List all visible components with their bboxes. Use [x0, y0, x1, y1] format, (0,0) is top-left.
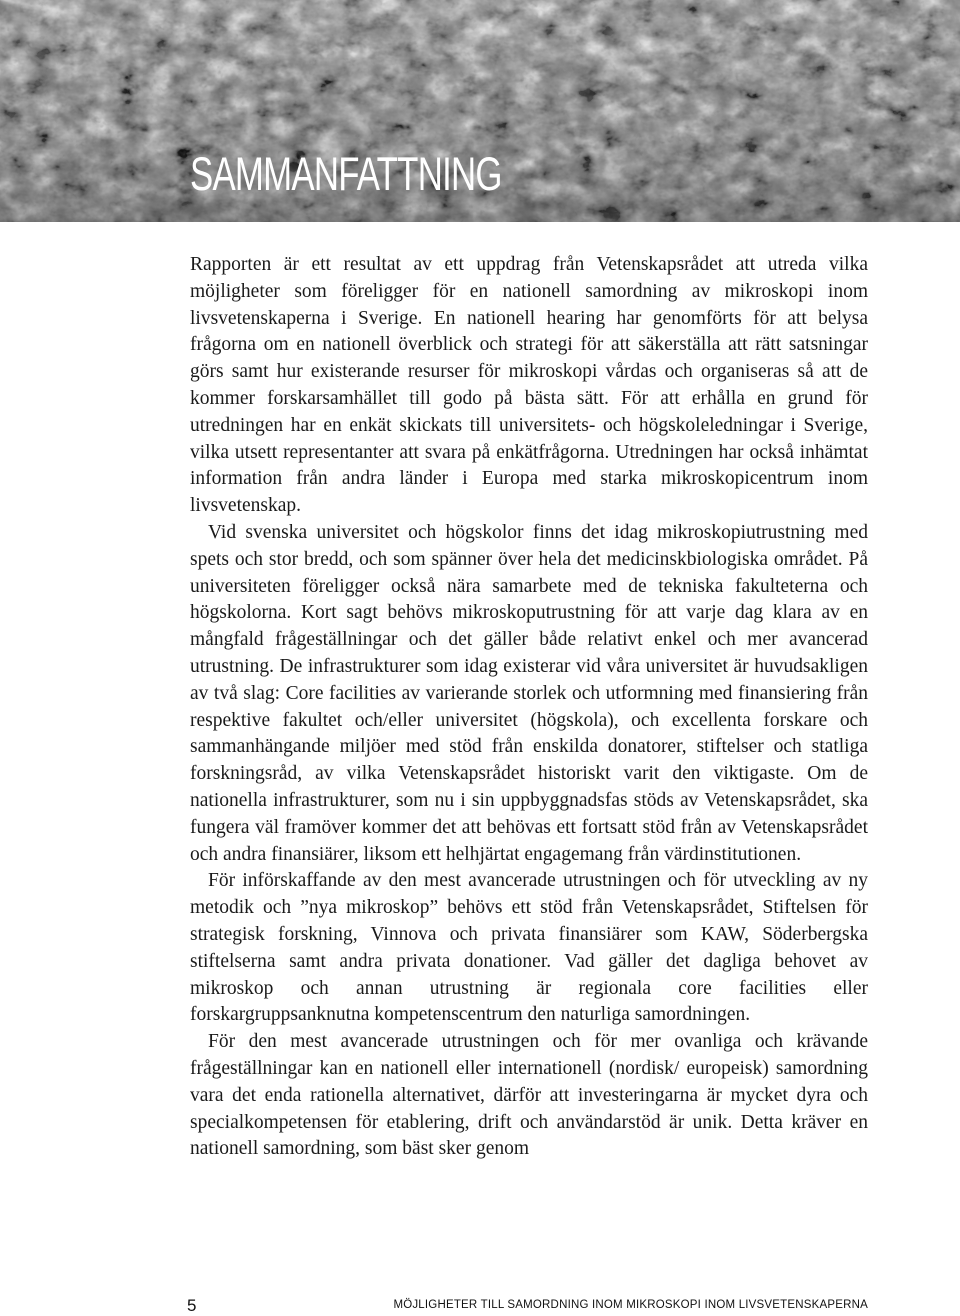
page-title: SAMMANFATTNING [190, 147, 502, 200]
page-number: 5 [187, 1296, 197, 1315]
running-title: MÖJLIGHETER TILL SAMORDNING INOM MIKROSKOPI INOM LIVSVETENSKAPERNA [393, 1299, 868, 1311]
paragraph-2: Vid svenska universitet och högskolor finns det idag mikroskopiutrustning med spets och stor bredd, och som spänner över hela det medicinskbiologiska området. På universiteten föreligger också nära samarbete med de tekniska fakulteterna och högskolorna. Kort sagt behövs mikroskoputrustning för att varje dag klara av en mångfald frågeställningar och det gäller både relativt enkel och mer avancerad utrustning. De infrastrukturer som idag existerar vid våra universitet är huvudsakligen av två slag: Core facilities av varierande storlek och utformning med finansiering från respektive fakultet och/eller universitet (högskola), och excellenta forskare och sammanhängande miljöer med stöd från enskilda donatorer, stiftelser och statliga forskningsråd, av vilka Vetenskapsrådet historiskt varit den viktigaste. Om de nationella infrastrukturer, som nu i sin uppbyggnadsfas stöds av Vetenskapsrådet, ska fungera väl framöver kommer det att behövas ett fortsatt stöd från av Vetenskapsrådet och andra finansiärer, liksom ett helhjärtat engagemang från värdinstitutionen. [190, 521, 868, 865]
page-footer [0, 1296, 960, 1316]
paragraph-4: För den mest avancerade utrustningen och för mer ovanliga och krävande frågeställningar kan en nationell eller internationell (nordisk/ europeisk) samordning vara det enda rationella alternativet, därför att investeringarna är mycket dyra och specialkompetensen för etablering, drift och användarstöd är unik. Detta kräver en nationell samordning, som bäst sker genom [190, 1031, 868, 1160]
summary-body [190, 252, 868, 1163]
paragraph-1: Rapporten är ett resultat av ett uppdrag från Vetenskapsrådet att utreda vilka möjligheter som föreligger för en nationell samordning av mikroskopi inom livsvetenskaperna i Sverige. En nationell hearing har genomförts för att belysa frågorna om en nationell överblick och strategi för att säkerställa att rätt satsningar görs samt hur existerande resurser för mikroskopi vårdas och organiseras så att de kommer forskarsamhället till godo på bästa sätt. För att erhålla en grund för utredningen har en enkät skickats till universitets- och högskoleledningar i Sverige, vilka utsett representanter att svara på enkätfrågorna. Utredningen har också inhämtat information från andra länder i Europa med starka mikroskopicentrum inom livsvetenskap. [190, 254, 868, 517]
paragraph-3: För införskaffande av den mest avancerade utrustningen och för utveckling av ny metodik och ”nya mikroskop” behövs ett stöd från Vetenskapsrådet, Stiftelsen för strategisk forskning, Vinnova och privata finansiärer som KAW, Söderbergska stiftelserna samt andra privata donationer. Vad gäller det dagliga behovet av mikroskop och annan utrustning är regionala core facilities eller forskargruppsanknutna kompetenscentrum den naturliga samordningen. [190, 870, 868, 1026]
